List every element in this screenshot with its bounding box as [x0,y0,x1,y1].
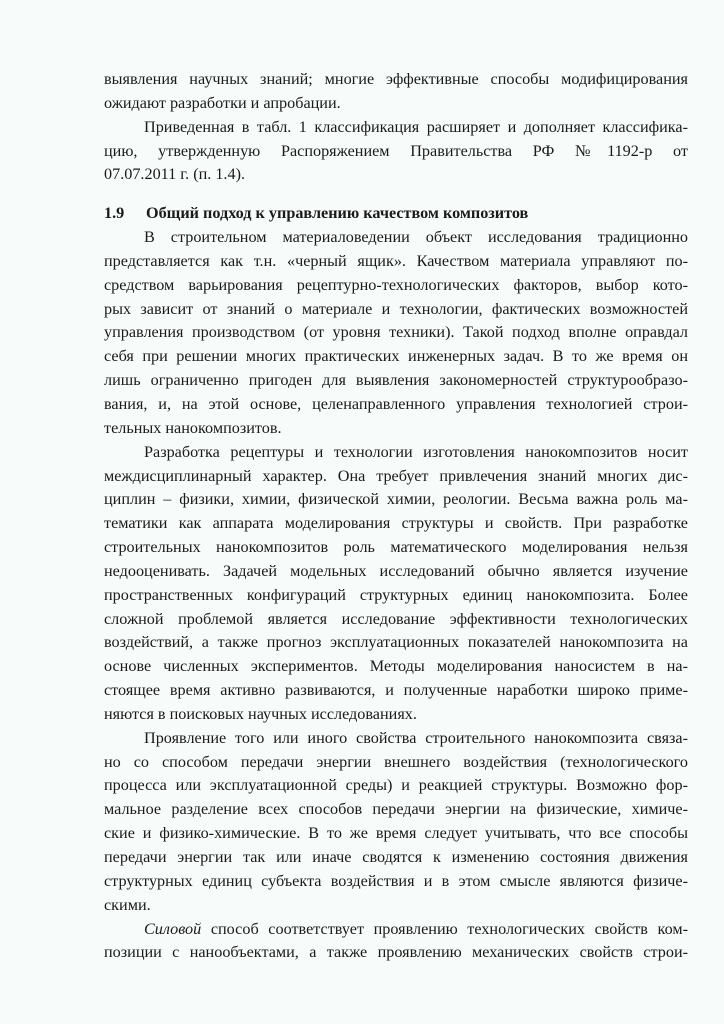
text-line: ские и физико-химические. В то же время следует учитывать, что все способы [104,824,688,843]
paragraph-black-box [104,226,688,441]
text-line: стоящее время активно развиваются, и полученные наработки широко приме- [104,681,688,700]
text-line: няются в поисковых научных исследованиях. [104,704,417,723]
text-line: структурных единиц субъекта воздействия и в этом смысле являются физиче- [104,871,688,890]
paragraph-energy-transfer [104,727,688,918]
text-line: передачи энергии так или иначе сводятся к изменению состояния движения [104,848,688,866]
text-line: основе численных экспериментов. Методы моделирования наносистем в на- [104,657,688,676]
text-line: мальное разделение всех способов передачи энергии на физические, химиче- [104,800,688,819]
paragraph-classification-note [104,116,688,188]
text-line: 07.07.2011 г. (п. 1.4). [104,165,246,184]
text-fragment: способ соответствует проявлению технологических свойств ком- [201,919,688,938]
document-page [104,68,688,965]
text-line: представляется как т.н. «черный ящик». Качеством материала управляют по- [104,251,688,270]
text-line: циплин – физики, химии, физической химии, реологии. Весьма важна роль ма- [104,490,688,509]
text-line: средством варьирования рецептурно-технологических факторов, выбор кото- [104,275,688,294]
text-line: позиции с нанообъектами, а также проявлению механических свойств строи- [104,943,688,962]
text-line: Проявление того или иного свойства строительного нанокомпозита связа- [144,728,688,747]
text-line: но со способом передачи энергии внешнего воздействия (технологического [104,752,688,771]
text-line: скими. [104,895,151,914]
text-line: рых зависит от знаний о материале и технологии, фактических возможностей [104,299,688,318]
text-line: пространственных конфигураций структурных единиц нанокомпозита. Более [104,585,688,604]
text-line: сложной проблемой является исследование эффективности технологических [104,609,688,628]
italic-term: Силовой [144,919,202,938]
text-line: управления производством (от уровня техники). Такой подход вполне оправдал [104,323,688,342]
text-line: ожидают разработки и апробации. [104,93,341,112]
paragraph-intro-tail [104,68,688,116]
text-line: выявления научных знаний; многие эффективные способы модифицирования [104,70,688,88]
text-line: процесса или эксплуатационной среды) и реакцией структуры. Возможно фор- [104,776,688,795]
text-line: цию, утвержденную Распоряжением Правительства РФ №1192-р от [104,141,688,160]
text-line: себя при решении многих практических инженерных задач. В то же время он [104,347,688,366]
text-line: лишь ограниченно пригоден для выявления закономерностей структурообразо- [104,371,688,390]
paragraph-force-method [104,918,688,966]
text-line: Приведенная в табл. 1 классификация расширяет и дополняет классифика- [144,117,688,136]
text-line: Разработка рецептуры и технологии изготовления нанокомпозитов носит [144,442,688,461]
text-line [104,918,688,942]
section-heading [104,202,688,226]
text-line: тематики как аппарата моделирования структуры и свойств. При разработке [104,514,688,533]
section-title: Общий подход к управлению качеством композитов [146,204,529,223]
text-line: В строительном материаловедении объект исследования традиционно [144,228,688,247]
text-line: недооценивать. Задачей модельных исследований обычно является изучение [104,561,688,580]
text-line: воздействий, а также прогноз эксплуатационных показателей нанокомпозита на [104,633,688,652]
text-line: вания, и, на этой основе, целенаправленного управления технологией строи- [104,394,688,413]
text-line: междисциплинарный характер. Она требует привлечения знаний многих дис- [104,466,688,485]
section-number: 1.9 [104,204,125,223]
text-line: тельных нанокомпозитов. [104,418,282,437]
text-line: строительных нанокомпозитов роль математического моделирования нельзя [104,538,688,557]
paragraph-interdisciplinary [104,441,688,727]
